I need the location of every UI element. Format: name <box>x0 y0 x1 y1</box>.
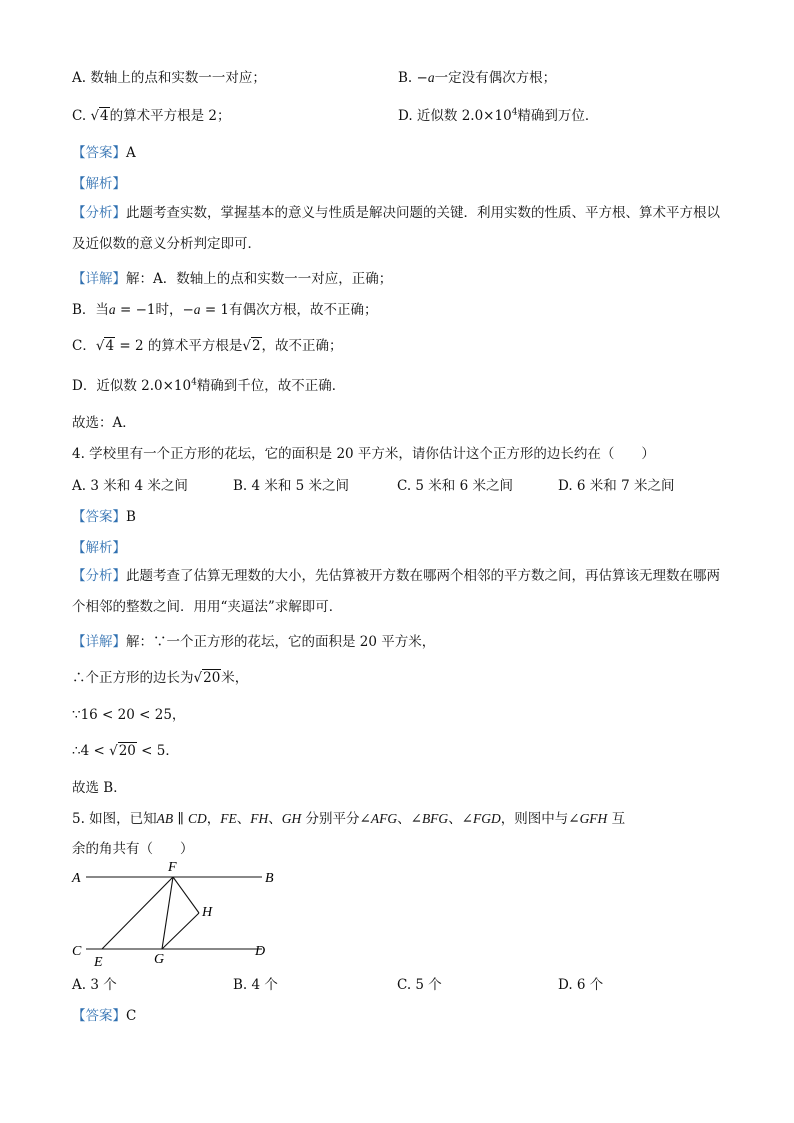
q5-answer: 【答案】C <box>72 1008 137 1024</box>
sqrt-symbol: √4 <box>90 108 109 124</box>
label-a: A <box>72 871 81 886</box>
segment-fg <box>162 877 173 949</box>
q4-option-a: A. 3 米和 4 米之间 <box>72 478 188 494</box>
label-d: D <box>255 944 266 959</box>
q4-detail-1: 【详解】解：∵一个正方形的花坛，它的面积是 20 平方米， <box>72 634 436 650</box>
q4-option-d: D. 6 米和 7 米之间 <box>558 478 675 494</box>
q4-stem: 4. 学校里有一个正方形的花坛，它的面积是 20 平方米，请你估计这个正方形的边长约在（ ） <box>72 446 655 462</box>
q3-detail-1: 【详解】解：A．数轴上的点和实数一一对应，正确； <box>72 271 393 287</box>
label-f: F <box>168 860 177 875</box>
q3-detail-2: B．当a = −1时，−a = 1有偶次方根，故不正确； <box>72 302 378 318</box>
q4-detail-2: ∴个正方形的边长为√20米， <box>72 670 249 686</box>
q5-geometry-figure <box>66 858 286 968</box>
q4-option-c: C. 5 米和 6 米之间 <box>397 478 513 494</box>
label-g: G <box>154 952 165 967</box>
label-h: H <box>202 905 213 920</box>
q3-detail-3: C．√4 = 2 的算术平方根是√2，故不正确； <box>72 338 343 354</box>
q3-option-a: A. 数轴上的点和实数一一对应； <box>72 70 266 86</box>
label-c: C <box>72 944 82 959</box>
q3-analysis: 【分析】此题考查实数，掌握基本的意义与性质是解决问题的关键．利用实数的性质、平方根、算术平方根以及近似数的意义分析判定即可． <box>72 205 720 252</box>
q5-option-d: D. 6 个 <box>558 977 604 993</box>
q4-jiexi: 【解析】 <box>72 540 126 556</box>
segment-fe <box>102 877 173 949</box>
q3-jiexi: 【解析】 <box>72 176 126 192</box>
q4-detail-3: ∵16 < 20 < 25， <box>72 707 186 723</box>
q4-answer: 【答案】B <box>72 509 136 525</box>
q3-option-c: C. √4的算术平方根是 2； <box>72 108 231 124</box>
label-b: B <box>265 871 274 886</box>
q3-option-d: D. 近似数 $2.0\times 10^4$精确到万位． <box>398 107 599 124</box>
q5-option-a: A. 3 个 <box>72 977 117 993</box>
q5-stem-line2: 余的角共有（ ） <box>72 841 194 857</box>
q3-detail-4: D．近似数 $2.0\times 10^4$精确到千位，故不正确． <box>72 377 346 394</box>
q4-option-b: B. 4 米和 5 米之间 <box>233 478 350 494</box>
label-e: E <box>94 955 103 968</box>
segment-fh <box>173 877 199 913</box>
q4-detail-4: ∴4 < √20 < 5． <box>72 743 179 759</box>
q3-answer: 【答案】A <box>72 145 136 161</box>
segment-gh <box>162 913 199 949</box>
q4-analysis: 【分析】此题考查了估算无理数的大小，先估算被开方数在哪两个相邻的平方数之间，再估算该无理数在哪两个相邻的整数之间．用用“夹逼法”求解即可． <box>72 568 720 615</box>
q4-choose: 故选 B． <box>72 780 127 796</box>
q5-option-c: C. 5 个 <box>397 977 442 993</box>
q3-choose: 故选：A． <box>72 415 136 431</box>
q5-option-b: B. 4 个 <box>233 977 278 993</box>
q5-stem-line1: 5. 如图，已知AB ∥ CD，FE、FH、GH 分别平分∠AFG、∠BFG、∠FGD，则图中与∠GFH 互 <box>72 811 626 827</box>
q3-option-b: B. −a一定没有偶次方根； <box>398 70 557 86</box>
